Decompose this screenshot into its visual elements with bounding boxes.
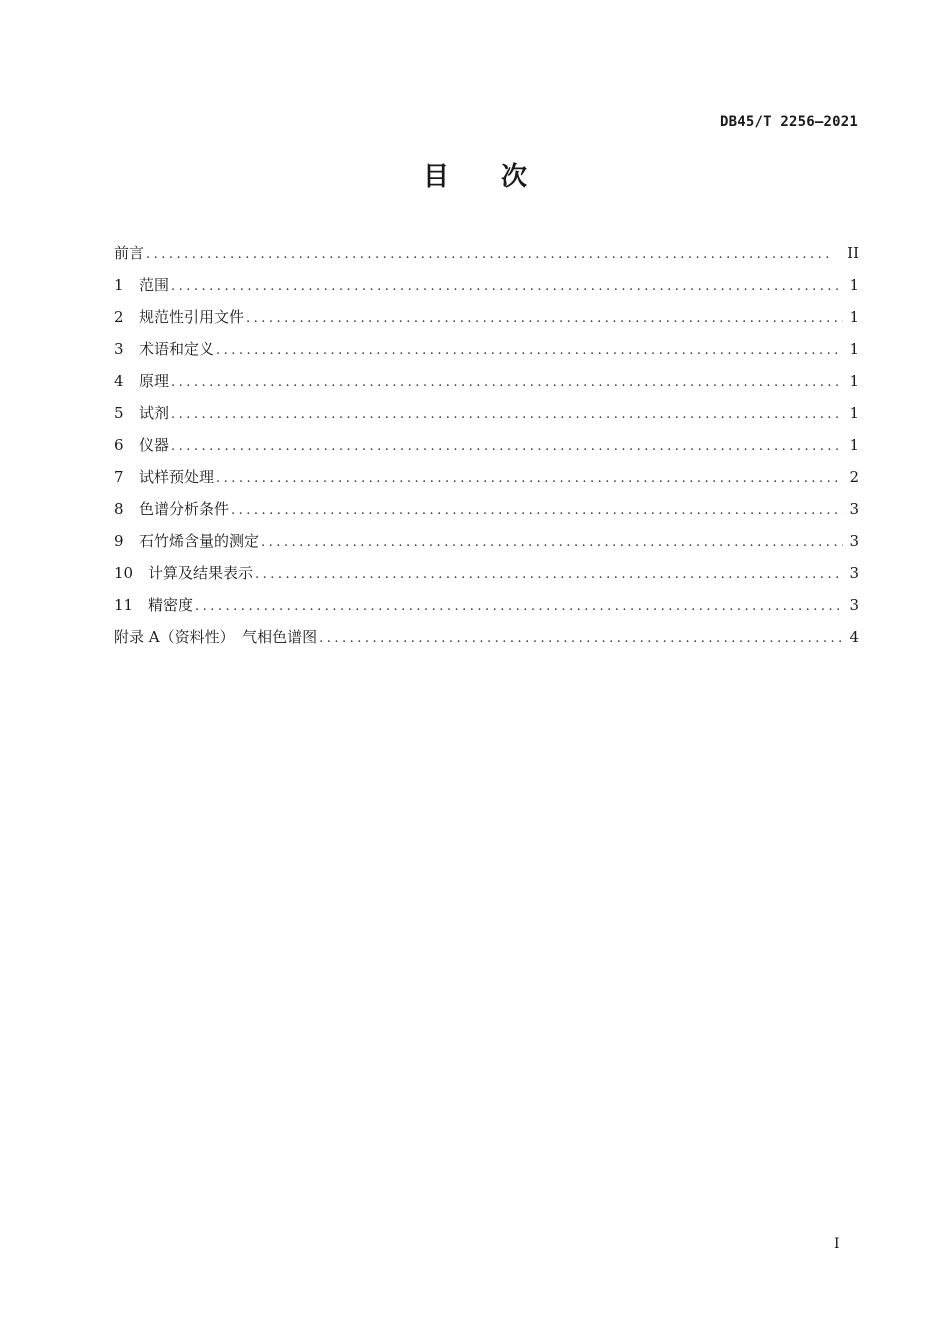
toc-entry-page: 3	[849, 596, 859, 614]
toc-entry-title: 术语和定义	[139, 340, 215, 358]
toc-entry-page: II	[847, 244, 859, 262]
toc-leader-dots	[261, 535, 843, 550]
toc-entry-1[interactable]	[114, 274, 859, 306]
toc-leader-dots	[216, 471, 843, 486]
toc-entry-title: 前言	[114, 244, 145, 262]
toc-entry-title: 范围	[139, 276, 170, 294]
toc-entry-5[interactable]	[114, 402, 859, 434]
document-code: DB45/T 2256—2021	[719, 114, 858, 130]
toc-entry-6[interactable]	[114, 434, 859, 466]
table-of-contents	[114, 242, 859, 658]
toc-leader-dots	[231, 503, 843, 518]
toc-entry-title: 规范性引用文件	[139, 308, 245, 326]
toc-entry-title: 计算及结果表示	[148, 564, 254, 582]
toc-leader-dots	[195, 599, 843, 614]
toc-entry-title: 仪器	[139, 436, 170, 454]
toc-entry-page: 3	[849, 564, 859, 582]
toc-entry-title: 色谱分析条件	[139, 500, 230, 518]
toc-entry-3[interactable]	[114, 338, 859, 370]
toc-entry-page: 1	[849, 340, 859, 358]
toc-entry-4[interactable]	[114, 370, 859, 402]
toc-entry-9[interactable]	[114, 530, 859, 562]
toc-leader-dots	[171, 439, 843, 454]
toc-entry-page: 1	[849, 436, 859, 454]
toc-entry-number: 8	[114, 500, 124, 518]
toc-entry-8[interactable]	[114, 498, 859, 530]
toc-entry-number: 10	[114, 564, 134, 582]
toc-entry-foreword[interactable]	[114, 242, 859, 274]
toc-entry-number: 5	[114, 404, 124, 422]
toc-entry-number: 2	[114, 308, 124, 326]
toc-entry-number: 9	[114, 532, 124, 550]
toc-leader-dots	[255, 567, 843, 582]
toc-entry-title: 原理	[139, 372, 170, 390]
toc-entry-2[interactable]	[114, 306, 859, 338]
toc-entry-title: 精密度	[148, 596, 194, 614]
toc-entry-page: 1	[849, 372, 859, 390]
toc-entry-page: 3	[849, 500, 859, 518]
toc-entry-page: 1	[849, 276, 859, 294]
toc-entry-title: 试样预处理	[139, 468, 215, 486]
toc-entry-number: 6	[114, 436, 124, 454]
toc-entry-number: 4	[114, 372, 124, 390]
toc-entry-page: 1	[849, 308, 859, 326]
toc-entry-page: 4	[849, 628, 859, 646]
toc-leader-dots	[216, 343, 843, 358]
toc-entry-title: 附录 A（资料性） 气相色谱图	[114, 628, 318, 646]
toc-entry-page: 2	[849, 468, 859, 486]
toc-entry-number: 3	[114, 340, 124, 358]
toc-leader-dots	[246, 311, 843, 326]
toc-entry-title: 试剂	[139, 404, 170, 422]
toc-leader-dots	[171, 375, 843, 390]
toc-entry-title: 石竹烯含量的测定	[139, 532, 260, 550]
toc-leader-dots	[171, 279, 843, 294]
toc-entry-page: 1	[849, 404, 859, 422]
toc-entry-number: 11	[114, 596, 134, 614]
toc-entry-10[interactable]	[114, 562, 859, 594]
page-title: 目次	[422, 162, 579, 192]
toc-entry-11[interactable]	[114, 594, 859, 626]
toc-leader-dots	[171, 407, 843, 422]
toc-entry-appendix-a[interactable]	[114, 626, 859, 658]
toc-leader-dots	[319, 631, 843, 646]
toc-entry-number: 7	[114, 468, 124, 486]
toc-leader-dots	[146, 247, 833, 262]
toc-entry-number: 1	[114, 276, 124, 294]
toc-entry-page: 3	[849, 532, 859, 550]
page-number: I	[834, 1236, 840, 1252]
toc-entry-7[interactable]	[114, 466, 859, 498]
